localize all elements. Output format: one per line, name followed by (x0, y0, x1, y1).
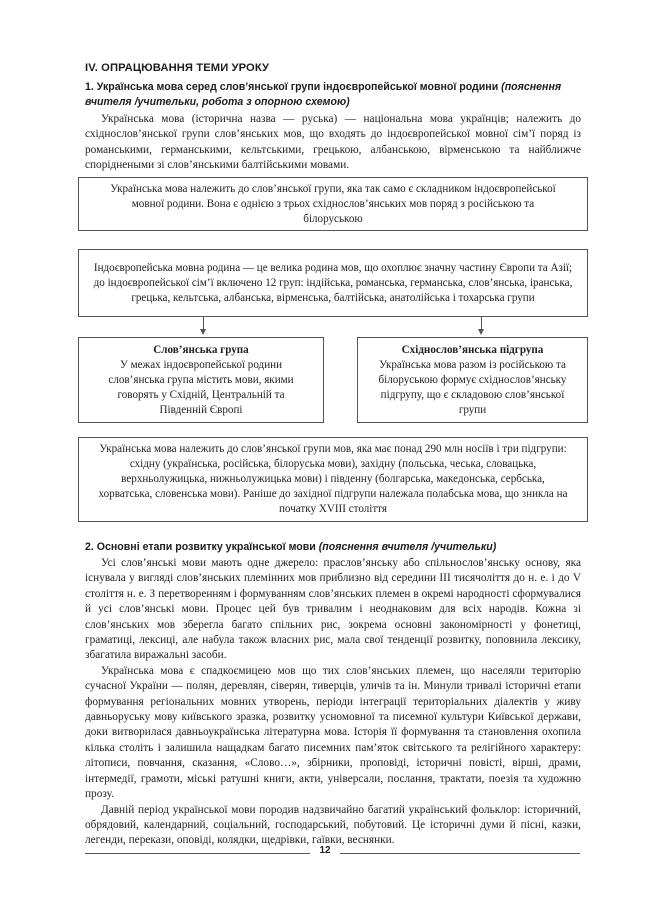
scheme-box-family-text: Індоєвропейська мовна родина — це велика родина мов, що охоплює значну частину Європи та Азії; до індоєвропейської сім’ї включено 12 груп: індійська, романська, германська, слов’янська, іранська, грецька, кельтська, албанська, вірменська, балтійська, анатолійська і тохарська групи (93, 261, 573, 304)
part2-heading (85, 540, 581, 555)
scheme-box-ukrainian-text: Українська мова належить до слов’янської групи, яка так само є складником індоєвропейської мовної родини. Вона є однією з трьох східнослов’янських мов поряд з російською та білоруською (110, 182, 556, 225)
scheme-box-subgroups-text: Українська мова належить до слов’янської групи мов, яка має понад 290 млн носіїв і три підгрупи: східну (українська, російська, білоруська мови), західну (польська, чеська, словацька, верхньолужицька, нижньолужицька мови) і південну (болгарська, македонська, сербська, хорватська, словенська мови). Раніше до західної підгрупи належала полабська мова, що зникла на початку XVIII століття (98, 443, 568, 515)
part1-heading (85, 80, 581, 109)
page-number: 12 (319, 845, 331, 856)
section-title: IV. ОПРАЦЮВАННЯ ТЕМИ УРОКУ (85, 62, 270, 74)
arrow-head-right (478, 329, 484, 335)
scheme-box-slavic (78, 337, 324, 423)
scheme-box-subgroups (78, 437, 588, 522)
part2-heading-text: 2. Основні етапи розвитку української мови (85, 541, 316, 553)
scheme-box-east-text: Українська мова разом із російською та білоруською формує східнослов’янську підгрупу, що є складовою слов’янської групи (378, 358, 567, 416)
scheme-box-slavic-title: Слов’янська група (153, 343, 249, 356)
part2-heading-note: (пояснення вчителя /учительки) (318, 541, 497, 553)
part2-paragraphs (85, 556, 581, 849)
part1-heading-text: 1. Українська мова серед слов’янської групи індоєвропейської мовної родини (85, 81, 499, 93)
part2-paragraph-2: Українська мова є спадкоємицею мов що тих слов’янських племен, що населяли територію сучасної України — полян, деревлян, сіверян, тиверців, уличів та ін. Минули тривалі історичні етапи формування регіональних мовних утворень, періоди інтеграції територіальних діалектів у живу давньоруську мову київського зразка, розвитку усномовної та писемної культури Київської держави, доки витворилася давньоукраїнська літературна мова. Історія її формування та становлення охопила кілька століть і залишила нащадкам багато писемних пам’яток світського та релігійного характеру: літописи, повчання, сказання, «Слово…», збірники, проповіді, історичні повісті, вірші, драми, інтермедії, грамоти, міські ратушні книги, акти, універсали, послання, трактати, поезія та художню прозу. (85, 664, 581, 801)
part1-paragraph (85, 112, 581, 174)
scheme-box-east-title: Східнослов’янська підгрупа (401, 343, 544, 356)
scheme-box-slavic-text: У межах індоєвропейської родини слов’янська група містить мови, якими говорять у Східній, Центральній та Південній Європі (108, 358, 294, 416)
scheme-box-ukrainian (78, 177, 588, 231)
part1-heading-note: (пояснення вчителя /учительки, робота з опорною схемою) (85, 81, 562, 108)
arrow-head-left (200, 329, 206, 335)
part1-text: Українська мова (історична назва — руська) — національна мова українців; належить до східнослов’янської групи слов’янських мов, що входять до індоєвропейської мовної сім’ї поряд із романськими, германськими, кельтськими, грецькою, албанською, вірменською та найближче споріднеными зі слов’янськими балтійськими мовами. (85, 113, 581, 172)
scheme-box-east-slavic (357, 337, 588, 423)
footer-rule-right (340, 853, 580, 854)
footer-rule-left (85, 853, 310, 854)
scheme-box-family (78, 249, 588, 317)
part2-paragraph-1: Усі слов’янські мови мають одне джерело: праслов’янську або спільнослов’янську основу, яка існувала у вигляді слов’янських племінних мов приблизно від середини III тисячоліття до н. е. і до V століття н. е. З перетворенням і формуванням слов’янських племен в окремі народності сформувалися й усі слов’янські мови. Процес цей був тривалим і неоднаковим для всіх народів. Кожна зі слов’янських мов зберегла багато спільних рис, зокрема основні закономірності у фонетиці, граматиці, лексиці, але набула також власних рис, мала свої тенденції розвитку, поповнила лексику, збагатила виражальні засоби. (85, 557, 581, 662)
part2-paragraph-3: Давній період української мови породив надзвичайно багатий український фольклор: історичний, обрядовий, календарний, соціальний, господарський, побутовий. Це історичні думи й пісні, казки, легенди, перекази, оповіді, колядки, щедрівки, гаївки, веснянки. (85, 803, 581, 847)
